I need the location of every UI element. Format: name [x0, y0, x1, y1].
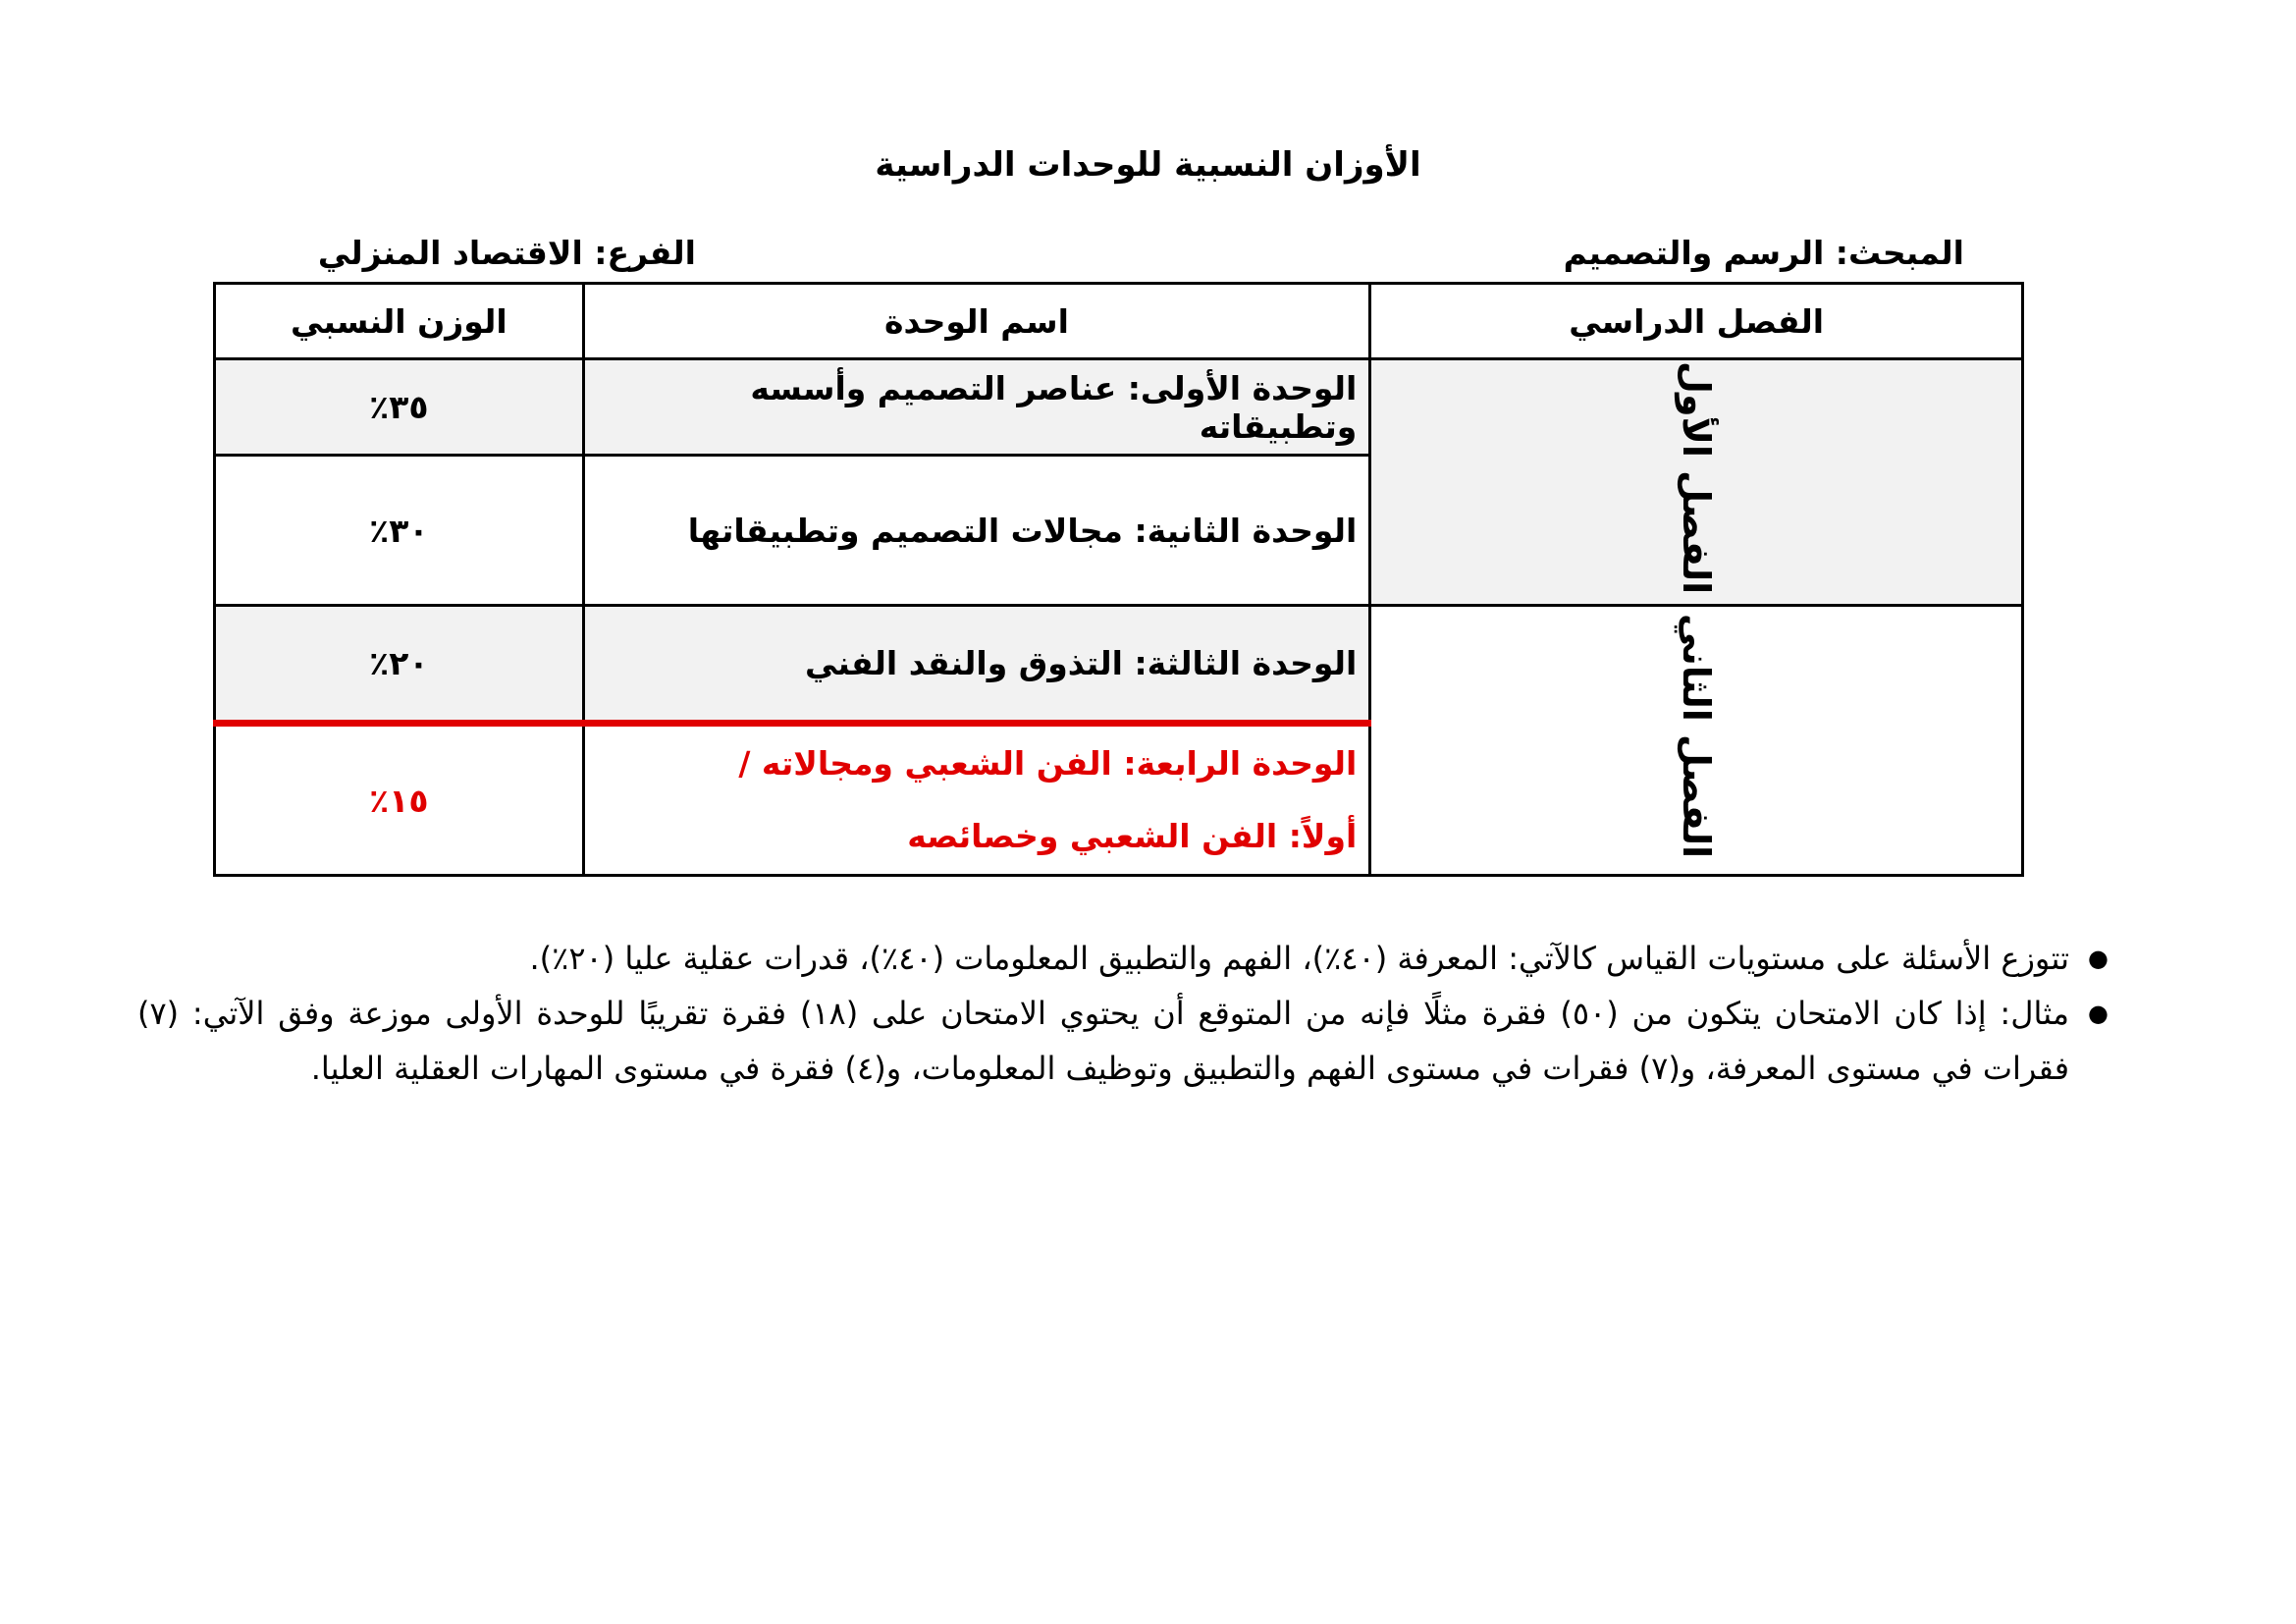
table-header-row	[215, 284, 2023, 359]
header-unit: اسم الوحدة	[583, 284, 1370, 359]
notes-list	[137, 931, 2109, 1096]
unit-weight-cell: ١٥٪	[215, 724, 584, 876]
table-row	[215, 606, 2023, 724]
header-semester: الفصل الدراسي	[1370, 284, 2023, 359]
unit-name-cell: الوحدة الثالثة: التذوق والنقد الفني	[583, 606, 1370, 724]
unit-weight-cell: ٣٠٪	[215, 456, 584, 606]
subject-label: المبحث: الرسم والتصميم	[1563, 234, 1964, 272]
bullet-icon: ●	[2088, 1000, 2109, 1027]
unit-weight-cell: ٢٠٪	[215, 606, 584, 724]
note-text: مثال: إذا كان الامتحان يتكون من (٥٠) فقرة مثلًا فإنه من المتوقع أن يحتوي الامتحان على (١٨) فقرة تقريبًا للوحدة الأولى موزعة وفق الآتي: (٧) فقرات في مستوى المعرفة، و(٧) فقرات في مستوى الفهم والتطبيق وتوظيف المعلومات، و(٤) فقرة في مستوى المهارات العقلية العليا.	[137, 995, 2070, 1087]
bullet-icon: ●	[2088, 945, 2109, 972]
semester-first-label: الفصل الأول	[1675, 361, 1719, 595]
note-text: تتوزع الأسئلة على مستويات القياس كالآتي: المعرفة (٤٠٪)، الفهم والتطبيق المعلومات (٤٠٪)، قدرات عقلية عليا (٢٠٪).	[529, 940, 2069, 977]
semester-second-cell	[1370, 606, 2023, 876]
page-title: الأوزان النسبية للوحدات الدراسية	[875, 145, 1421, 185]
unit-name-cell	[583, 724, 1370, 876]
branch-label: الفرع: الاقتصاد المنزلي	[317, 234, 696, 272]
unit-name-line2: أولاً: الفن الشعبي وخصائصه	[907, 817, 1358, 855]
list-item	[137, 931, 2109, 986]
unit-name-cell: الوحدة الثانية: مجالات التصميم وتطبيقاتها	[583, 456, 1370, 606]
semester-first-cell	[1370, 359, 2023, 606]
unit-name-line1: الوحدة الرابعة: الفن الشعبي ومجالاته /	[738, 744, 1358, 783]
unit-weight-cell: ٣٥٪	[215, 359, 584, 456]
weights-table	[213, 282, 2024, 877]
semester-second-label: الفصل الثاني	[1675, 614, 1719, 859]
table-row	[215, 359, 2023, 456]
header-weight: الوزن النسبي	[215, 284, 584, 359]
list-item	[137, 986, 2109, 1096]
unit-name-cell: الوحدة الأولى: عناصر التصميم وأسسه وتطبيقاته	[583, 359, 1370, 456]
